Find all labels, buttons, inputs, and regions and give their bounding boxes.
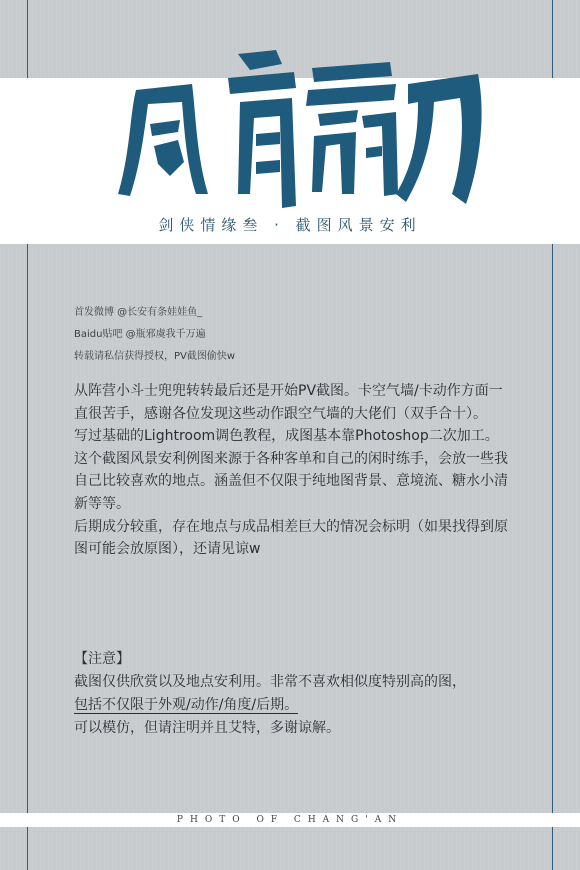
calligraphy-strokes [118,50,482,208]
calligraphy-title [100,44,490,214]
intro-paragraph-4: 后期成分较重，存在地点与成品相差巨大的情况会标明（如果找得到原图可能会放原图），还请见谅w [74,518,508,558]
credit-baidu: Baidu贴吧 @瓶邪虞我千万遍 [74,329,206,340]
notice-line-2-text: 包括不仅限于外观/动作/角度/后期。 [74,697,299,713]
notice-line-3: 可以模仿，但请注明并且艾特，多谢谅解。 [74,720,340,736]
footer-caption: PHOTO OF CHANG'AN [176,815,404,825]
notice-line-2 [74,694,512,717]
credits-block [74,302,235,368]
intro-text [74,380,512,561]
subtitle: 剑侠情缘叁 · 截图风景安利 [158,216,422,234]
intro-paragraph-1: 从阵营小斗士兜兜转转最后还是开始PV截图。卡空气墙/卡动作方面一直很苦手，感谢各位发现这些动作跟空气墙的大佬们（双手合十）。 [74,383,503,422]
intro-paragraph-3: 这个截图风景安利例图来源于各种客单和自己的闲时练手，会放一些我自己比较喜欢的地点。涵盖但不仅限于纯地图背景、意境流、糖水小清新等等。 [74,450,508,512]
notice-section [74,648,512,740]
credit-repost-notice: 转载请私信获得授权，PV截图偷快w [74,351,236,362]
intro-paragraph-2: 写过基础的Lightroom调色教程，成图基本靠Photoshop二次加工。 [74,428,499,445]
notice-line-1: 截图仅供欣赏以及地点安利用。非常不喜欢相似度特别高的图， [74,674,466,690]
credit-weibo: 首发微博 @长安有条娃娃鱼_ [74,307,203,318]
notice-heading: 【注意】 [74,651,130,667]
